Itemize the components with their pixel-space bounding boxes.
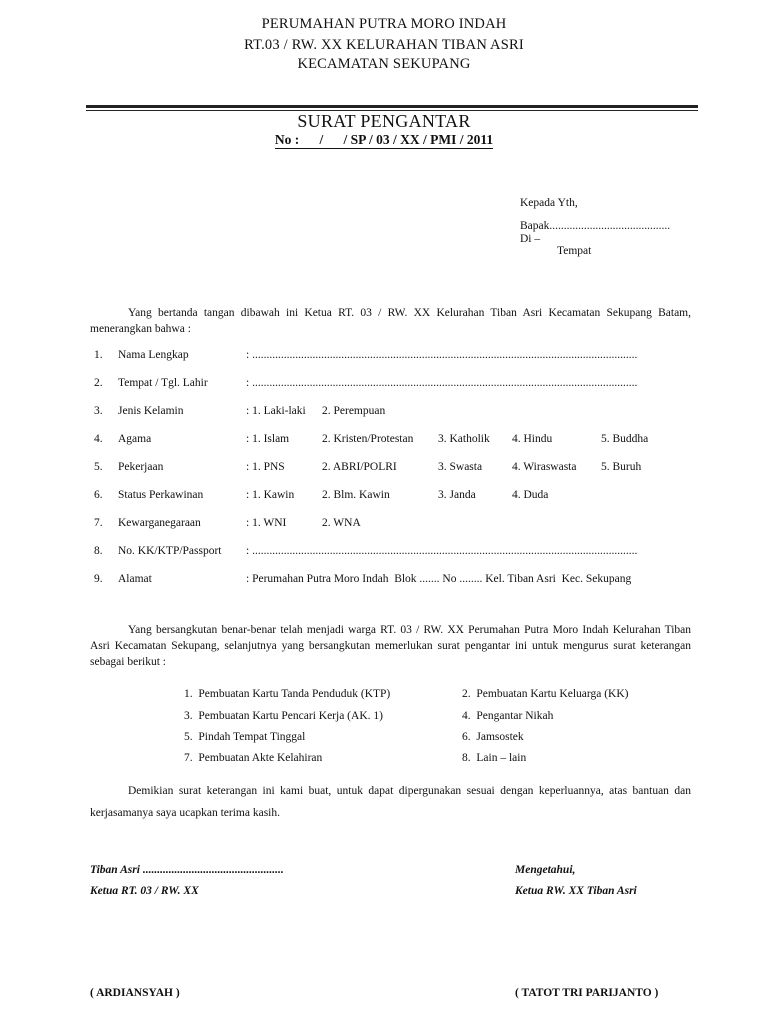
- signature-place-date: Tiban Asri .................................................: [90, 864, 284, 876]
- document-title: SURAT PENGANTAR: [297, 111, 471, 131]
- field-number: 2.: [94, 377, 103, 389]
- purpose-item: 1. Pembuatan Kartu Tanda Penduduk (KTP): [184, 688, 391, 700]
- field-label-birth: Tempat / Tgl. Lahir: [118, 377, 208, 389]
- purpose-item: 7. Pembuatan Akte Kelahiran: [184, 752, 323, 764]
- field-value-id-number: : ......................................................................................................................................: [246, 545, 638, 557]
- document-number: [0, 132, 768, 148]
- religion-option: 2. Kristen/Protestan: [322, 433, 414, 445]
- citizenship-option: : 1. WNI: [246, 517, 287, 529]
- letterhead-line-1: PERUMAHAN PUTRA MORO INDAH: [261, 16, 507, 32]
- field-number: 4.: [94, 433, 103, 445]
- occupation-option: : 1. PNS: [246, 461, 285, 473]
- purpose-item: 3. Pembuatan Kartu Pencari Kerja (AK. 1): [184, 710, 383, 722]
- religion-option: 5. Buddha: [601, 433, 649, 445]
- purpose-item: 5. Pindah Tempat Tinggal: [184, 731, 306, 743]
- gender-option: 2. Perempuan: [322, 405, 386, 417]
- field-label-name: Nama Lengkap: [118, 349, 189, 361]
- marital-option: 2. Blm. Kawin: [322, 489, 390, 501]
- field-label-address: Alamat: [118, 573, 152, 585]
- religion-option: : 1. Islam: [246, 433, 290, 445]
- occupation-option: 3. Swasta: [438, 461, 483, 473]
- intro-paragraph: Yang bertanda tangan dibawah ini Ketua RT. 03 / RW. XX Kelurahan Tiban Asri Kecamatan Sekupang Batam, menerangkan bahwa :: [90, 307, 691, 335]
- purpose-item: 6. Jamsostek: [462, 731, 524, 743]
- field-number: 1.: [94, 349, 103, 361]
- letterhead-line-2: RT.03 / RW. XX KELURAHAN TIBAN ASRI: [244, 37, 524, 53]
- marital-option: : 1. Kawin: [246, 489, 295, 501]
- signature-left-name: ( ARDIANSYAH ): [90, 987, 180, 999]
- field-number: 7.: [94, 517, 103, 529]
- field-number: 3.: [94, 405, 103, 417]
- occupation-option: 5. Buruh: [601, 461, 642, 473]
- field-label-occupation: Pekerjaan: [118, 461, 164, 473]
- field-value-birth: : ......................................................................................................................................: [246, 377, 638, 389]
- recipient-place: Tempat: [557, 245, 592, 257]
- marital-option: 4. Duda: [512, 489, 549, 501]
- field-number: 9.: [94, 573, 103, 585]
- signature-right-role: Ketua RW. XX Tiban Asri: [515, 885, 637, 897]
- signature-right-name: ( TATOT TRI PARIJANTO ): [515, 987, 659, 999]
- purpose-item: 8. Lain – lain: [462, 752, 527, 764]
- field-label-gender: Jenis Kelamin: [118, 405, 184, 417]
- recipient-at: Di –: [520, 233, 541, 245]
- purpose-item: 2. Pembuatan Kartu Keluarga (KK): [462, 688, 629, 700]
- field-value-name: : ......................................................................................................................................: [246, 349, 638, 361]
- closing-paragraph: Demikian surat keterangan ini kami buat, untuk dapat dipergunakan sesuai dengan keperluannya, atas bantuan dan kerjasamanya saya ucapkan terima kasih.: [90, 785, 691, 819]
- citizenship-option: 2. WNA: [322, 517, 361, 529]
- signature-left-role: Ketua RT. 03 / RW. XX: [90, 885, 199, 897]
- religion-option: 4. Hindu: [512, 433, 553, 445]
- field-number: 8.: [94, 545, 103, 557]
- occupation-option: 2. ABRI/POLRI: [322, 461, 397, 473]
- religion-option: 3. Katholik: [438, 433, 490, 445]
- field-label-citizenship: Kewarganegaraan: [118, 517, 201, 529]
- field-number: 6.: [94, 489, 103, 501]
- body-paragraph: Yang bersangkutan benar-benar telah menjadi warga RT. 03 / RW. XX Perumahan Putra Moro Indah Kelurahan Tiban Asri Kecamatan Sekupang, selanjutnya yang bersangkutan memerlukan surat pengantar ini untuk mengurus surat keterangan sebagai berikut :: [90, 624, 691, 668]
- purpose-item: 4. Pengantar Nikah: [462, 710, 554, 722]
- gender-option: : 1. Laki-laki: [246, 405, 306, 417]
- field-value-address: : Perumahan Putra Moro Indah Blok ....... No ........ Kel. Tiban Asri Kec. Sekupang: [246, 573, 632, 585]
- document-number-text: No : / / SP / 03 / XX / PMI / 2011: [274, 132, 494, 147]
- letterhead-line-3: KECAMATAN SEKUPANG: [297, 56, 471, 72]
- marital-option: 3. Janda: [438, 489, 476, 501]
- field-number: 5.: [94, 461, 103, 473]
- field-label-id-number: No. KK/KTP/Passport: [118, 545, 222, 557]
- recipient-greeting: Kepada Yth,: [520, 197, 578, 209]
- recipient-name: Bapak..........................................: [520, 220, 671, 232]
- signature-acknowledged: Mengetahui,: [515, 864, 576, 876]
- field-label-religion: Agama: [118, 433, 152, 445]
- occupation-option: 4. Wiraswasta: [512, 461, 577, 473]
- field-label-marital: Status Perkawinan: [118, 489, 204, 501]
